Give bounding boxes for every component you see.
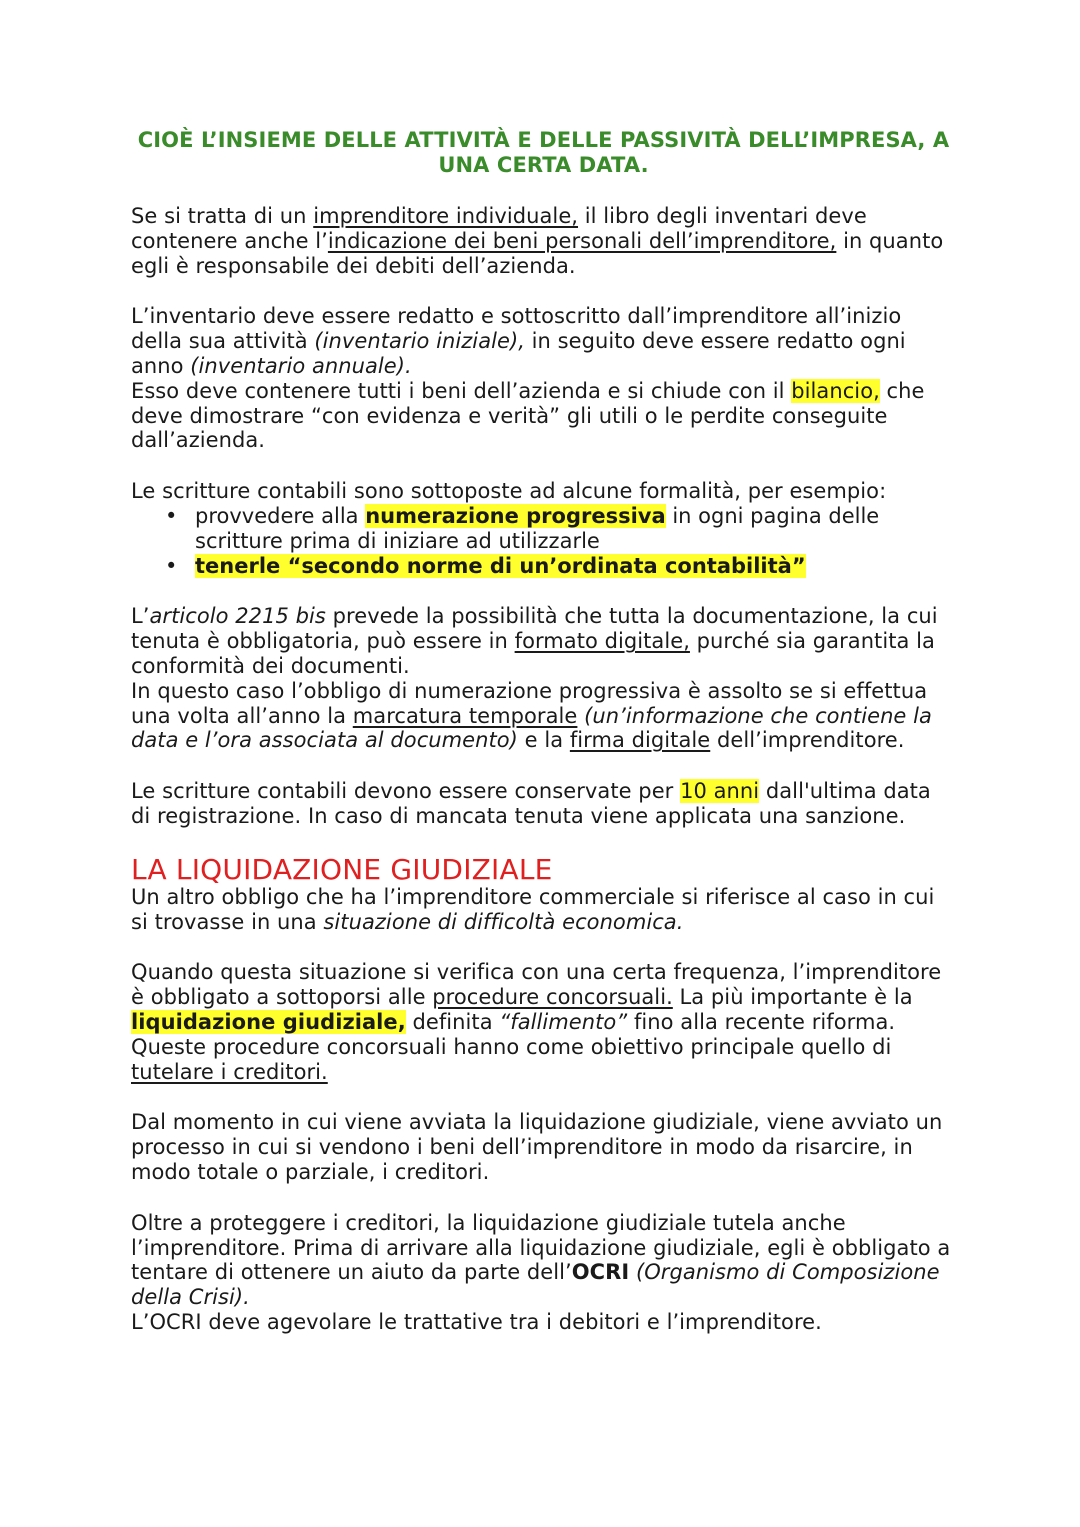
text-run: L’	[131, 604, 150, 629]
italic-term: (Organismo di Composizione della Crisi).	[131, 1260, 940, 1310]
underlined-term: imprenditore individuale,	[313, 204, 579, 228]
paragraph-marcatura-temporale	[131, 679, 956, 753]
paragraph-ocri	[131, 1211, 956, 1310]
highlighted-term: bilancio,	[791, 378, 880, 403]
bullet-icon: •	[165, 503, 178, 528]
text-run: Esso deve contenere tutti i beni dell’azienda e si chiude con il	[131, 378, 792, 403]
page-subheading	[131, 128, 956, 178]
bullet-icon: •	[165, 553, 178, 578]
subheading-line-2: UNA CERTA DATA.	[438, 153, 649, 177]
paragraph-articolo-2215	[131, 604, 956, 678]
text-run: e la	[517, 728, 570, 753]
underlined-term: firma digitale	[569, 728, 711, 753]
paragraph-procedure-concorsuali	[131, 960, 956, 1034]
bold-term: OCRI	[571, 1260, 630, 1285]
text-run: in seguito deve essere redatto ogni anno	[131, 329, 906, 378]
list-item	[165, 503, 956, 554]
text-run: dall'ultima data di registrazione. In caso di mancata tenuta viene applicata una sanzione.	[131, 779, 931, 828]
paragraph-difficolta	[131, 885, 956, 935]
paragraph-conservazione	[131, 779, 956, 829]
underlined-term: tutelare i creditori.	[131, 1059, 328, 1084]
text-run: provvedere alla	[195, 503, 366, 528]
formalita-list	[131, 504, 956, 578]
highlighted-term: numerazione progressiva	[365, 503, 666, 528]
italic-term: (inventario iniziale),	[314, 329, 525, 354]
text-run: in quanto egli è responsabile dei debiti dell’azienda.	[131, 228, 944, 278]
italic-term: situazione di difficoltà economica.	[323, 909, 684, 934]
text-run: Quando questa situazione si verifica con una certa frequenza, l’imprenditore è obbligato a sottoporsi alle	[131, 960, 942, 1010]
text-run	[629, 1260, 636, 1284]
text-run: Se si tratta di un	[131, 204, 314, 228]
text-run: il libro degli inventari deve contenere anche l’	[131, 204, 867, 253]
text-run: in ogni pagina delle scritture prima di iniziare ad utilizzarle	[195, 503, 880, 553]
underlined-term: marcatura temporale	[352, 703, 578, 728]
paragraph-bilancio	[131, 379, 956, 453]
text-run: fino alla recente riforma.	[627, 1009, 896, 1034]
underlined-term: formato digitale,	[514, 629, 690, 654]
paragraph-processo: Dal momento in cui viene avviata la liquidazione giudiziale, viene avviato un processo in cui si vendono i beni dell’imprenditore in modo da risarcire, in modo totale o parziale, i creditori.	[131, 1110, 943, 1184]
text-run: Queste procedure concorsuali hanno come obiettivo principale quello di	[131, 1034, 892, 1059]
text-run: purché sia garantita la conformità dei documenti.	[131, 629, 935, 678]
paragraph-tutelare-creditori	[131, 1035, 956, 1085]
italic-term: (inventario annuale).	[190, 353, 412, 378]
italic-term: articolo 2215 bis	[149, 604, 326, 629]
text-run: La più importante è la	[672, 985, 913, 1010]
paragraph-imprenditore-individuale	[131, 204, 956, 278]
paragraph-formalita-intro: Le scritture contabili sono sottoposte ad alcune formalità, per esempio:	[131, 479, 887, 504]
list-item	[165, 553, 956, 579]
italic-term: “fallimento”	[499, 1009, 628, 1034]
text-run: definita	[405, 1009, 500, 1034]
highlighted-term: liquidazione giudiziale,	[131, 1009, 406, 1034]
highlighted-term: tenerle “secondo norme di un’ordinata contabilità”	[195, 553, 806, 578]
text-run: L’inventario deve essere redatto e sottoscritto dall’imprenditore all’inizio della sua attività	[131, 304, 902, 354]
paragraph-inventario	[131, 304, 956, 378]
italic-term: (un’informazione che contiene la data e l’ora associata al documento)	[131, 703, 932, 753]
section-title: LA LIQUIDAZIONE GIUDIZIALE	[131, 852, 553, 886]
paragraph-ocri-trattative: L’OCRI deve agevolare le trattative tra i debitori e l’imprenditore.	[131, 1309, 822, 1334]
underlined-term: procedure concorsuali.	[432, 985, 673, 1010]
text-run: dell’imprenditore.	[710, 728, 905, 753]
text-run: Oltre a proteggere i creditori, la liquidazione giudiziale tutela anche l’imprenditore. Prima di arrivare alla liquidazione giudiziale, egli è obbligato a tentare di ottenere un aiuto da parte dell’	[131, 1210, 951, 1285]
text-run: Un altro obbligo che ha l’imprenditore commerciale si riferisce al caso in cui si trovasse in una	[131, 884, 935, 934]
text-run: Le scritture contabili devono essere conservate per	[131, 779, 681, 804]
underlined-term: indicazione dei beni personali dell’imprenditore,	[327, 228, 837, 253]
text-run: che deve dimostrare “con evidenza e verità” gli utili o le perdite conseguite dall’azienda.	[131, 378, 925, 453]
highlighted-term: 10 anni	[680, 779, 760, 804]
text-run: prevede la possibilità che tutta la documentazione, la cui tenuta è obbligatoria, può essere in	[131, 604, 938, 654]
text-run: In questo caso l’obbligo di numerazione progressiva è assolto se si effettua una volta all’anno la	[131, 678, 928, 728]
subheading-line-1: CIOÈ L’INSIEME DELLE ATTIVITÀ E DELLE PASSIVITÀ DELL’IMPRESA, A	[137, 128, 950, 152]
